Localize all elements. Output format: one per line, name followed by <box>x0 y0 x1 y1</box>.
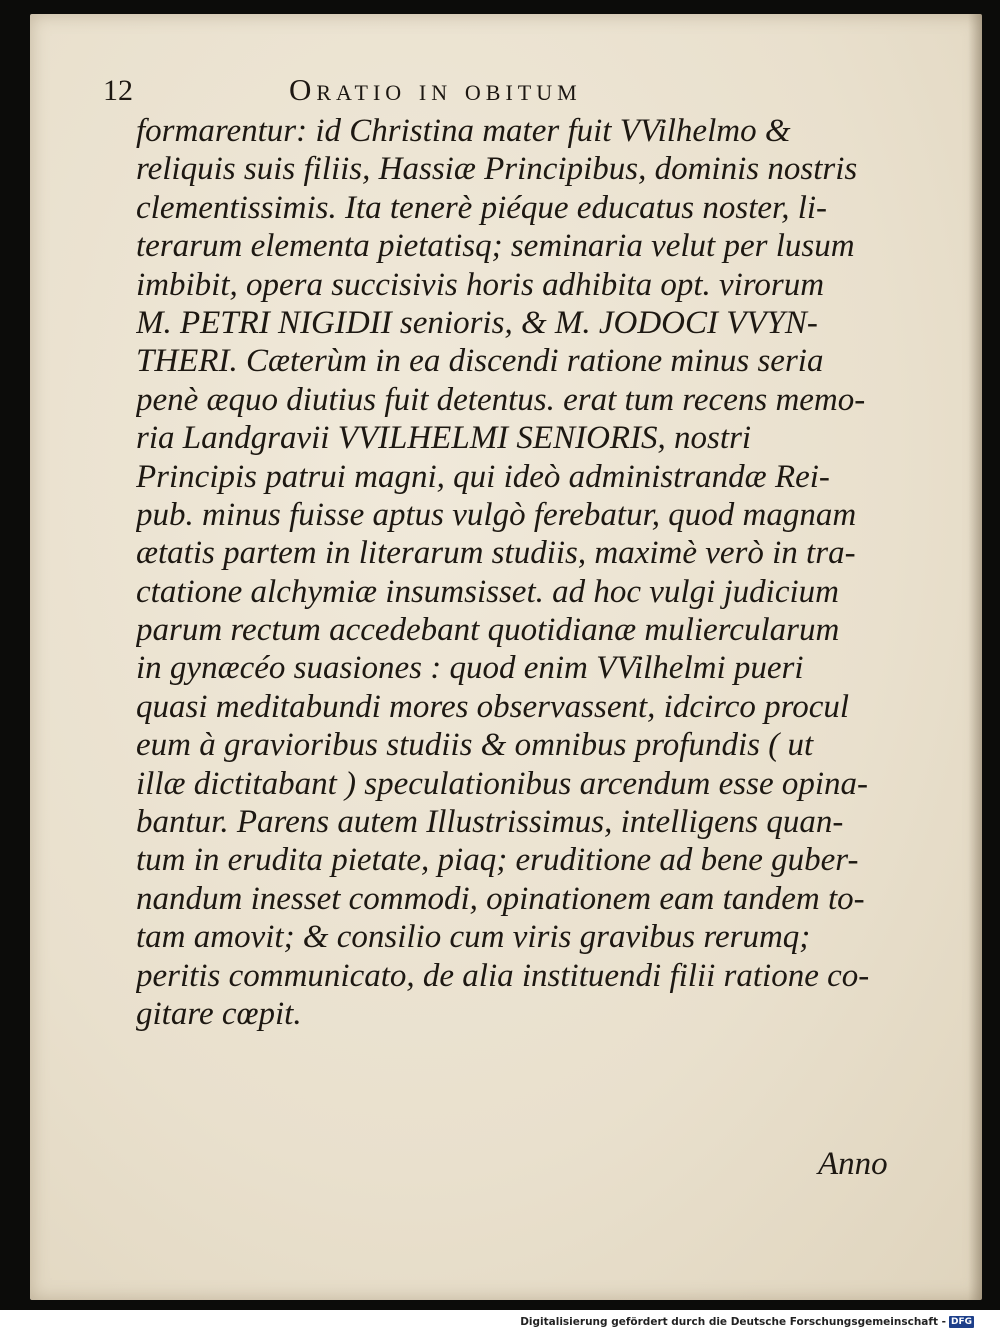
text-line: imbibit, opera succisivis horis adhibita opt. virorum <box>136 266 825 303</box>
text-line: ætatis partem in literarum studiis, maximè verò in tra- <box>136 535 856 572</box>
text-line: ctatione alchymiæ insumsisset. ad hoc vulgi judicium <box>136 573 839 610</box>
text-line: THERI. Cæterùm in ea discendi ratione minus seria <box>136 343 824 380</box>
dfg-logo: DFG <box>950 1317 972 1327</box>
running-title: Oratio in obitum <box>289 72 582 107</box>
text-line: M. PETRI NIGIDII senioris, & M. JODOCI VVYN- <box>136 304 818 341</box>
text-line: tam amovit; & consilio cum viris gravibus rerumq; <box>136 919 811 956</box>
text-line: formarentur: id Christina mater fuit VVilhelmo & <box>136 113 791 149</box>
text-line: quasi meditabundi mores observassent, idcirco procul <box>136 688 850 725</box>
text-line: pub. minus fuisse aptus vulgò ferebatur, quod magnam <box>136 496 857 533</box>
page-edge-shadow <box>968 14 982 1300</box>
page-header <box>103 62 743 106</box>
page-number: 12 <box>103 74 133 107</box>
text-line: nandum inesset commodi, opinationem eam tandem to- <box>136 880 865 917</box>
text-line: clementissimis. Ita tenerè piéque educatus noster, li- <box>136 189 828 226</box>
text-line: penè æquo diutius fuit detentus. erat tum recens memo- <box>136 381 866 418</box>
credit-text: Digitalisierung gefördert durch die Deutsche Forschungsgemeinschaft - <box>520 1316 946 1328</box>
text-line: gitare cœpit. <box>136 995 302 1032</box>
text-line: Principis patrui magni, qui ideò administrandæ Rei- <box>136 458 830 495</box>
text-line: illæ dictitabant ) speculationibus arcendum esse opina- <box>136 765 869 802</box>
text-line: ria Landgravii VVILHELMI SENIORIS, nostri <box>136 420 752 457</box>
text-line: parum rectum accedebant quotidianæ muliercularum <box>136 612 840 649</box>
text-line: eum à gravioribus studiis & omnibus profundis ( ut <box>136 727 814 764</box>
text-line: tum in erudita pietate, piaq; eruditione ad bene guber- <box>136 842 859 879</box>
text-line: terarum elementa pietatisq; seminaria velut per lusum <box>136 228 855 265</box>
text-line: peritis communicato, de alia instituendi filii ratione co- <box>136 957 870 994</box>
body-text <box>136 112 926 1033</box>
text-line: bantur. Parens autem Illustrissimus, intelligens quan- <box>136 804 844 841</box>
catchword: Anno <box>818 1146 888 1182</box>
digitization-credit <box>520 1316 974 1328</box>
text-line: reliquis suis filiis, Hassiæ Principibus, dominis nostris <box>136 151 858 188</box>
text-line: in gynæcéo suasiones : quod enim VVilhelmi pueri <box>136 650 804 687</box>
